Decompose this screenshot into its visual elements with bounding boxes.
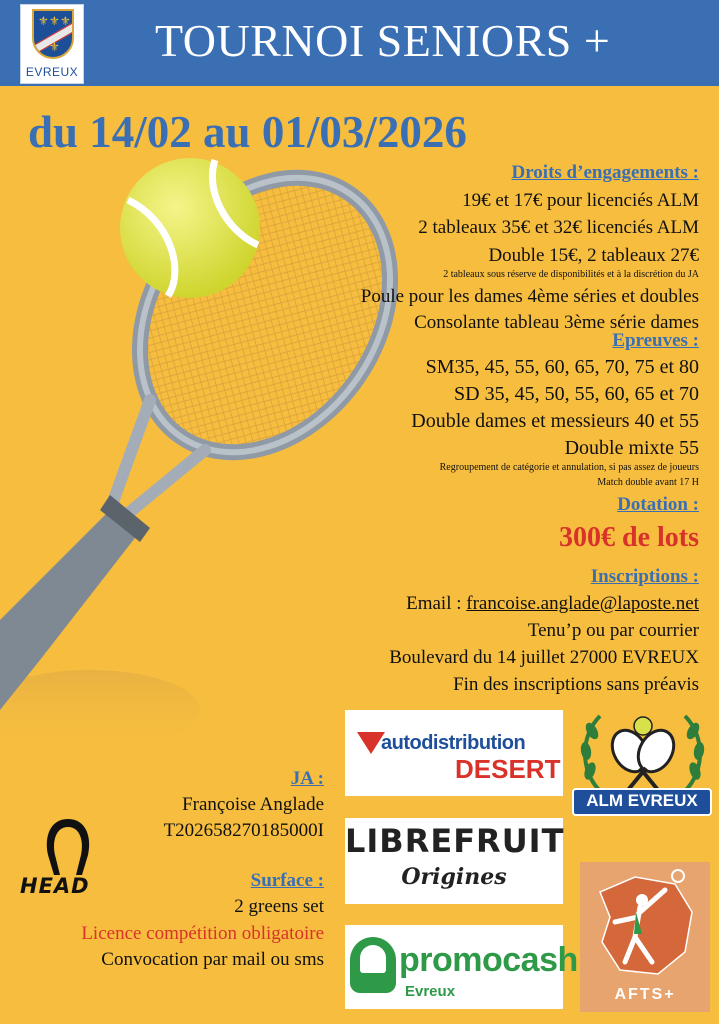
convocation-line: Convocation par mail ou sms (101, 949, 324, 970)
licence-notice: Licence compétition obligatoire (81, 923, 324, 944)
engagement-note: 2 tableaux sous réserve de disponibilités et à la discrétion du JA (443, 269, 699, 280)
ja-id: T202658270185000I (163, 820, 324, 841)
surface-value: 2 greens set (234, 896, 324, 917)
france-player-icon (580, 862, 710, 987)
crest-town-label: EVREUX (25, 65, 79, 79)
email-link[interactable]: francoise.anglade@laposte.net (466, 593, 699, 614)
head-symbol-icon (38, 815, 98, 877)
afts-wordmark: AFTS+ (614, 986, 676, 1003)
ja-name: Françoise Anglade (182, 794, 324, 815)
evreux-crest-logo (20, 4, 84, 84)
afts-logo (580, 862, 710, 1012)
promocash-logo (345, 925, 578, 1009)
laurel-rackets-icon (570, 706, 715, 796)
tournament-dates: du 14/02 au 01/03/2026 (28, 107, 467, 157)
epreuves-note: Match double avant 17 H (597, 477, 699, 488)
surface-heading: Surface : (250, 870, 324, 891)
engagement-heading: Droits d’engagements : (511, 162, 699, 183)
page-title: TOURNOI SENIORS + (155, 15, 611, 66)
email-line (406, 593, 699, 615)
epreuves-note: Regroupement de catégorie et annulation, si pas assez de joueurs (439, 462, 699, 473)
email-label: Email : (406, 593, 467, 614)
desert-wordmark: DESERT (455, 754, 561, 784)
librefruit-wordmark: LIBREFRUIT (345, 822, 565, 860)
inscriptions-line: Tenu’p ou par courrier (527, 620, 699, 641)
header-banner (0, 0, 719, 86)
autodistribution-desert-logo (345, 710, 563, 796)
engagement-line: Poule pour les dames 4ème séries et doubles (360, 286, 699, 307)
inscriptions-line: Boulevard du 14 juillet 27000 EVREUX (389, 647, 699, 668)
alm-evreux-logo (570, 706, 715, 831)
head-wordmark: HEAD (20, 874, 90, 898)
dotation-value: 300€ de lots (559, 522, 699, 553)
engagement-line: Consolante tableau 3ème série dames (414, 312, 699, 333)
coat-of-arms-icon: ⚜ ⚜ ⚜ ⚜ (32, 9, 74, 59)
engagement-line: 2 tableaux 35€ et 32€ licenciés ALM (418, 217, 699, 238)
epreuves-line: SM35, 45, 55, 60, 65, 70, 75 et 80 (425, 356, 699, 378)
promocash-wordmark: promocash (399, 941, 578, 979)
epreuves-line: Double mixte 55 (564, 437, 699, 459)
engagement-line: Double 15€, 2 tableaux 27€ (488, 245, 699, 266)
epreuves-heading: Epreuves : (612, 330, 699, 351)
promocash-city: Evreux (405, 983, 456, 1000)
alm-wordmark: ALM EVREUX (586, 791, 698, 810)
dotation-heading: Dotation : (617, 494, 699, 515)
head-logo (20, 815, 120, 900)
autodistribution-wordmark: autodistribution (381, 732, 526, 754)
engagement-line: 19€ et 17€ pour licenciés ALM (462, 190, 699, 211)
inscriptions-heading: Inscriptions : (590, 566, 699, 587)
librefruit-logo (345, 818, 563, 904)
chef-hat-icon (350, 937, 396, 993)
inscriptions-line: Fin des inscriptions sans préavis (453, 674, 699, 695)
epreuves-line: Double dames et messieurs 40 et 55 (411, 410, 699, 432)
epreuves-line: SD 35, 45, 50, 55, 60, 65 et 70 (454, 383, 699, 405)
ja-heading: JA : (290, 768, 324, 789)
origines-wordmark: Origines (401, 864, 507, 890)
